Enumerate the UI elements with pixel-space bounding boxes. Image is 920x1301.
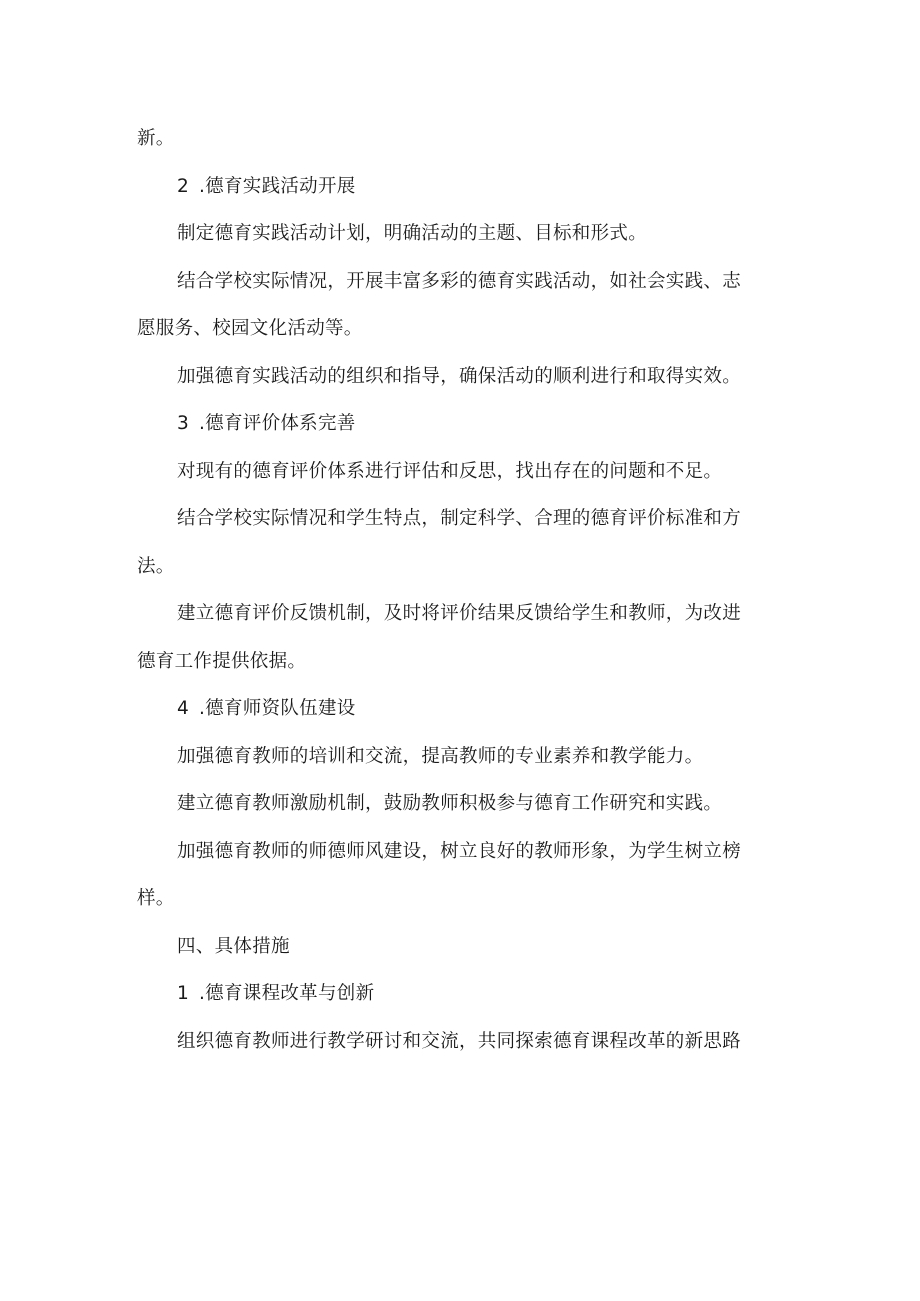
- paragraph-line: [137, 780, 792, 828]
- paragraph-continuation: [137, 875, 792, 923]
- line-text: 加强德育教师的培训和交流，提高教师的专业素养和教学能力。: [177, 745, 704, 767]
- line-text: 德育工作提供依据。: [137, 650, 307, 672]
- line-text: 新。: [137, 128, 175, 149]
- line-text: 建立德育评价反馈机制，及时将评价结果反馈给学生和教师，为改进: [177, 603, 742, 624]
- section-heading: [137, 970, 792, 1018]
- paragraph-line: [137, 448, 792, 496]
- line-text: 样。: [137, 888, 175, 909]
- paragraph-continuation: [137, 305, 792, 353]
- line-text: 愿服务、校园文化活动等。: [137, 318, 363, 339]
- line-text: 加强德育教师的师德师风建设，树立良好的教师形象，为学生树立榜: [177, 840, 742, 862]
- paragraph-line: [137, 353, 792, 401]
- paragraph-line: [137, 495, 792, 543]
- text-line: [137, 115, 792, 163]
- paragraph-line: [137, 828, 792, 876]
- section-heading: [137, 163, 792, 211]
- line-text: 结合学校实际情况和学生特点，制定科学、合理的德育评价标准和方: [177, 508, 742, 529]
- line-text: 建立德育教师激励机制，鼓励教师积极参与德育工作研究和实践。: [177, 793, 723, 814]
- section-title: .德育课程改革与创新: [199, 983, 375, 1004]
- section-heading: [137, 400, 792, 448]
- line-text: 加强德育实践活动的组织和指导，确保活动的顺利进行和取得实效。: [177, 365, 742, 387]
- line-text: 组织德育教师进行教学研讨和交流，共同探索德育课程改革的新思路: [177, 1030, 742, 1052]
- paragraph-continuation: [137, 638, 792, 686]
- document-body: [137, 115, 792, 1065]
- chapter-title: 四、具体措施: [177, 935, 290, 957]
- paragraph-line: [137, 1018, 792, 1066]
- paragraph-line: [137, 733, 792, 781]
- line-text: 结合学校实际情况，开展丰富多彩的德育实践活动，如社会实践、志: [177, 270, 742, 292]
- paragraph-continuation: [137, 543, 792, 591]
- section-number: 3: [177, 413, 190, 434]
- line-text: 制定德育实践活动计划，明确活动的主题、目标和形式。: [177, 223, 648, 244]
- paragraph-line: [137, 210, 792, 258]
- paragraph-line: [137, 258, 792, 306]
- section-title: .德育评价体系完善: [199, 413, 356, 434]
- section-number: 2: [177, 175, 190, 197]
- section-title: .德育师资队伍建设: [199, 698, 356, 719]
- line-text: 对现有的德育评价体系进行评估和反思，找出存在的问题和不足。: [177, 460, 723, 482]
- chapter-heading: [137, 923, 792, 971]
- section-number: 4: [177, 698, 190, 719]
- section-number: 1: [177, 983, 190, 1004]
- line-text: 法。: [137, 555, 175, 577]
- paragraph-line: [137, 590, 792, 638]
- section-heading: [137, 685, 792, 733]
- section-title: .德育实践活动开展: [199, 175, 356, 197]
